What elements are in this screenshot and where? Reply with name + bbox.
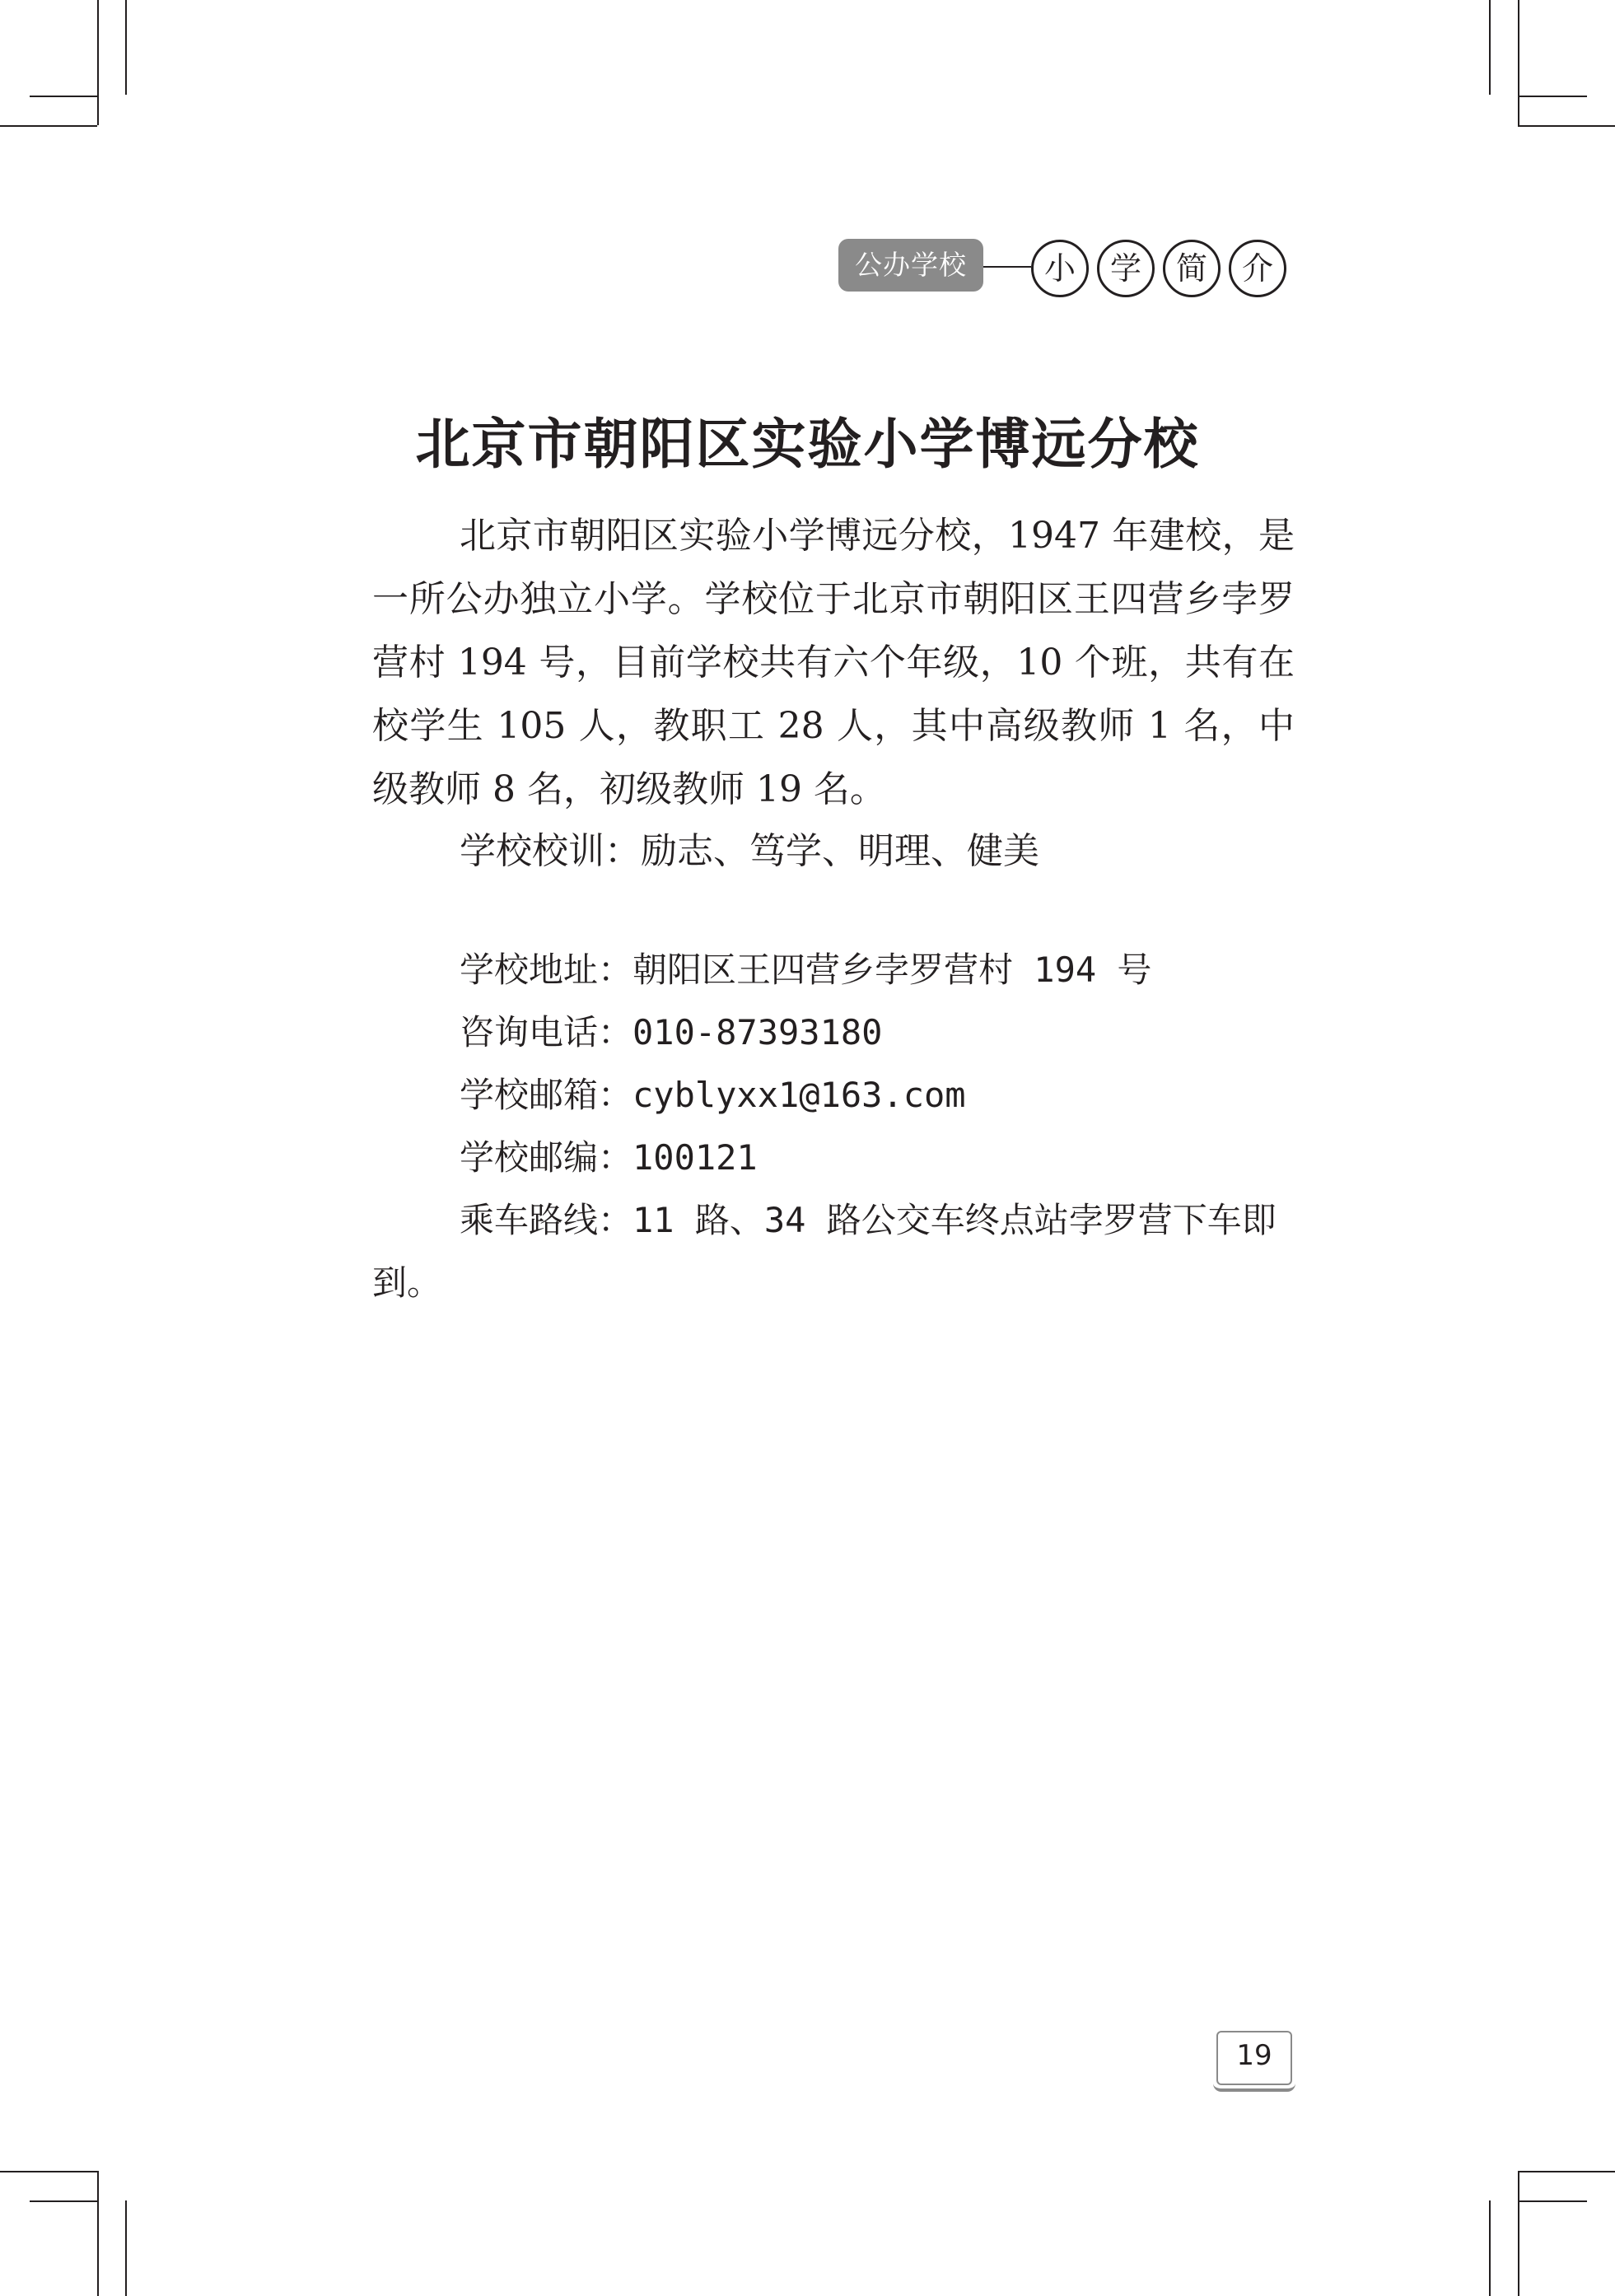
crop-mark [1518, 2200, 1587, 2202]
email-line: 学校邮箱：cyblyxx1@163.com [460, 1075, 966, 1115]
crop-mark [1518, 125, 1615, 127]
section-char-3: 简 [1163, 240, 1221, 297]
route-line: 乘车路线：11 路、34 路公交车终点站孛罗营下车即到。 [372, 1200, 1277, 1303]
intro-section [372, 504, 1295, 821]
address-line: 学校地址：朝阳区王四营乡孛罗营村 194 号 [460, 950, 1152, 990]
crop-mark [0, 125, 97, 127]
header-connector-line [983, 266, 1031, 268]
section-char-2: 学 [1097, 240, 1155, 297]
category-badge: 公办学校 [838, 239, 983, 292]
crop-mark [30, 2200, 97, 2202]
contact-info [372, 939, 1295, 1314]
page-title: 北京市朝阳区实验小学博远分校 [415, 413, 1200, 476]
section-char-4: 介 [1229, 240, 1286, 297]
phone-line: 咨询电话：010-87393180 [460, 1012, 883, 1052]
crop-mark [97, 0, 99, 125]
crop-mark [97, 2171, 99, 2296]
section-char-1: 小 [1031, 240, 1089, 297]
crop-mark [1518, 2171, 1615, 2172]
crop-mark [30, 96, 97, 97]
crop-mark [1489, 0, 1491, 95]
intro-paragraph: 北京市朝阳区实验小学博远分校，1947 年建校，是一所公办独立小学。学校位于北京市朝阳区王四营乡孛罗营村 194 号，目前学校共有六个年级，10 个班，共有在校学生 105 人，教职工 28 人，其中高级教师 1 名，中级教师 8 名，初级教师 19 名。 [372, 515, 1295, 810]
crop-mark [125, 2200, 127, 2296]
postcode-line: 学校邮编：100121 [460, 1137, 758, 1178]
crop-mark [1518, 2171, 1519, 2296]
page-number: 19 [1216, 2031, 1292, 2085]
crop-mark [1489, 2200, 1491, 2296]
crop-mark [1518, 96, 1587, 97]
crop-mark [125, 0, 127, 95]
crop-mark [1518, 0, 1519, 125]
crop-mark [0, 2171, 97, 2172]
school-motto: 学校校训：励志、笃学、明理、健美 [460, 830, 1039, 872]
